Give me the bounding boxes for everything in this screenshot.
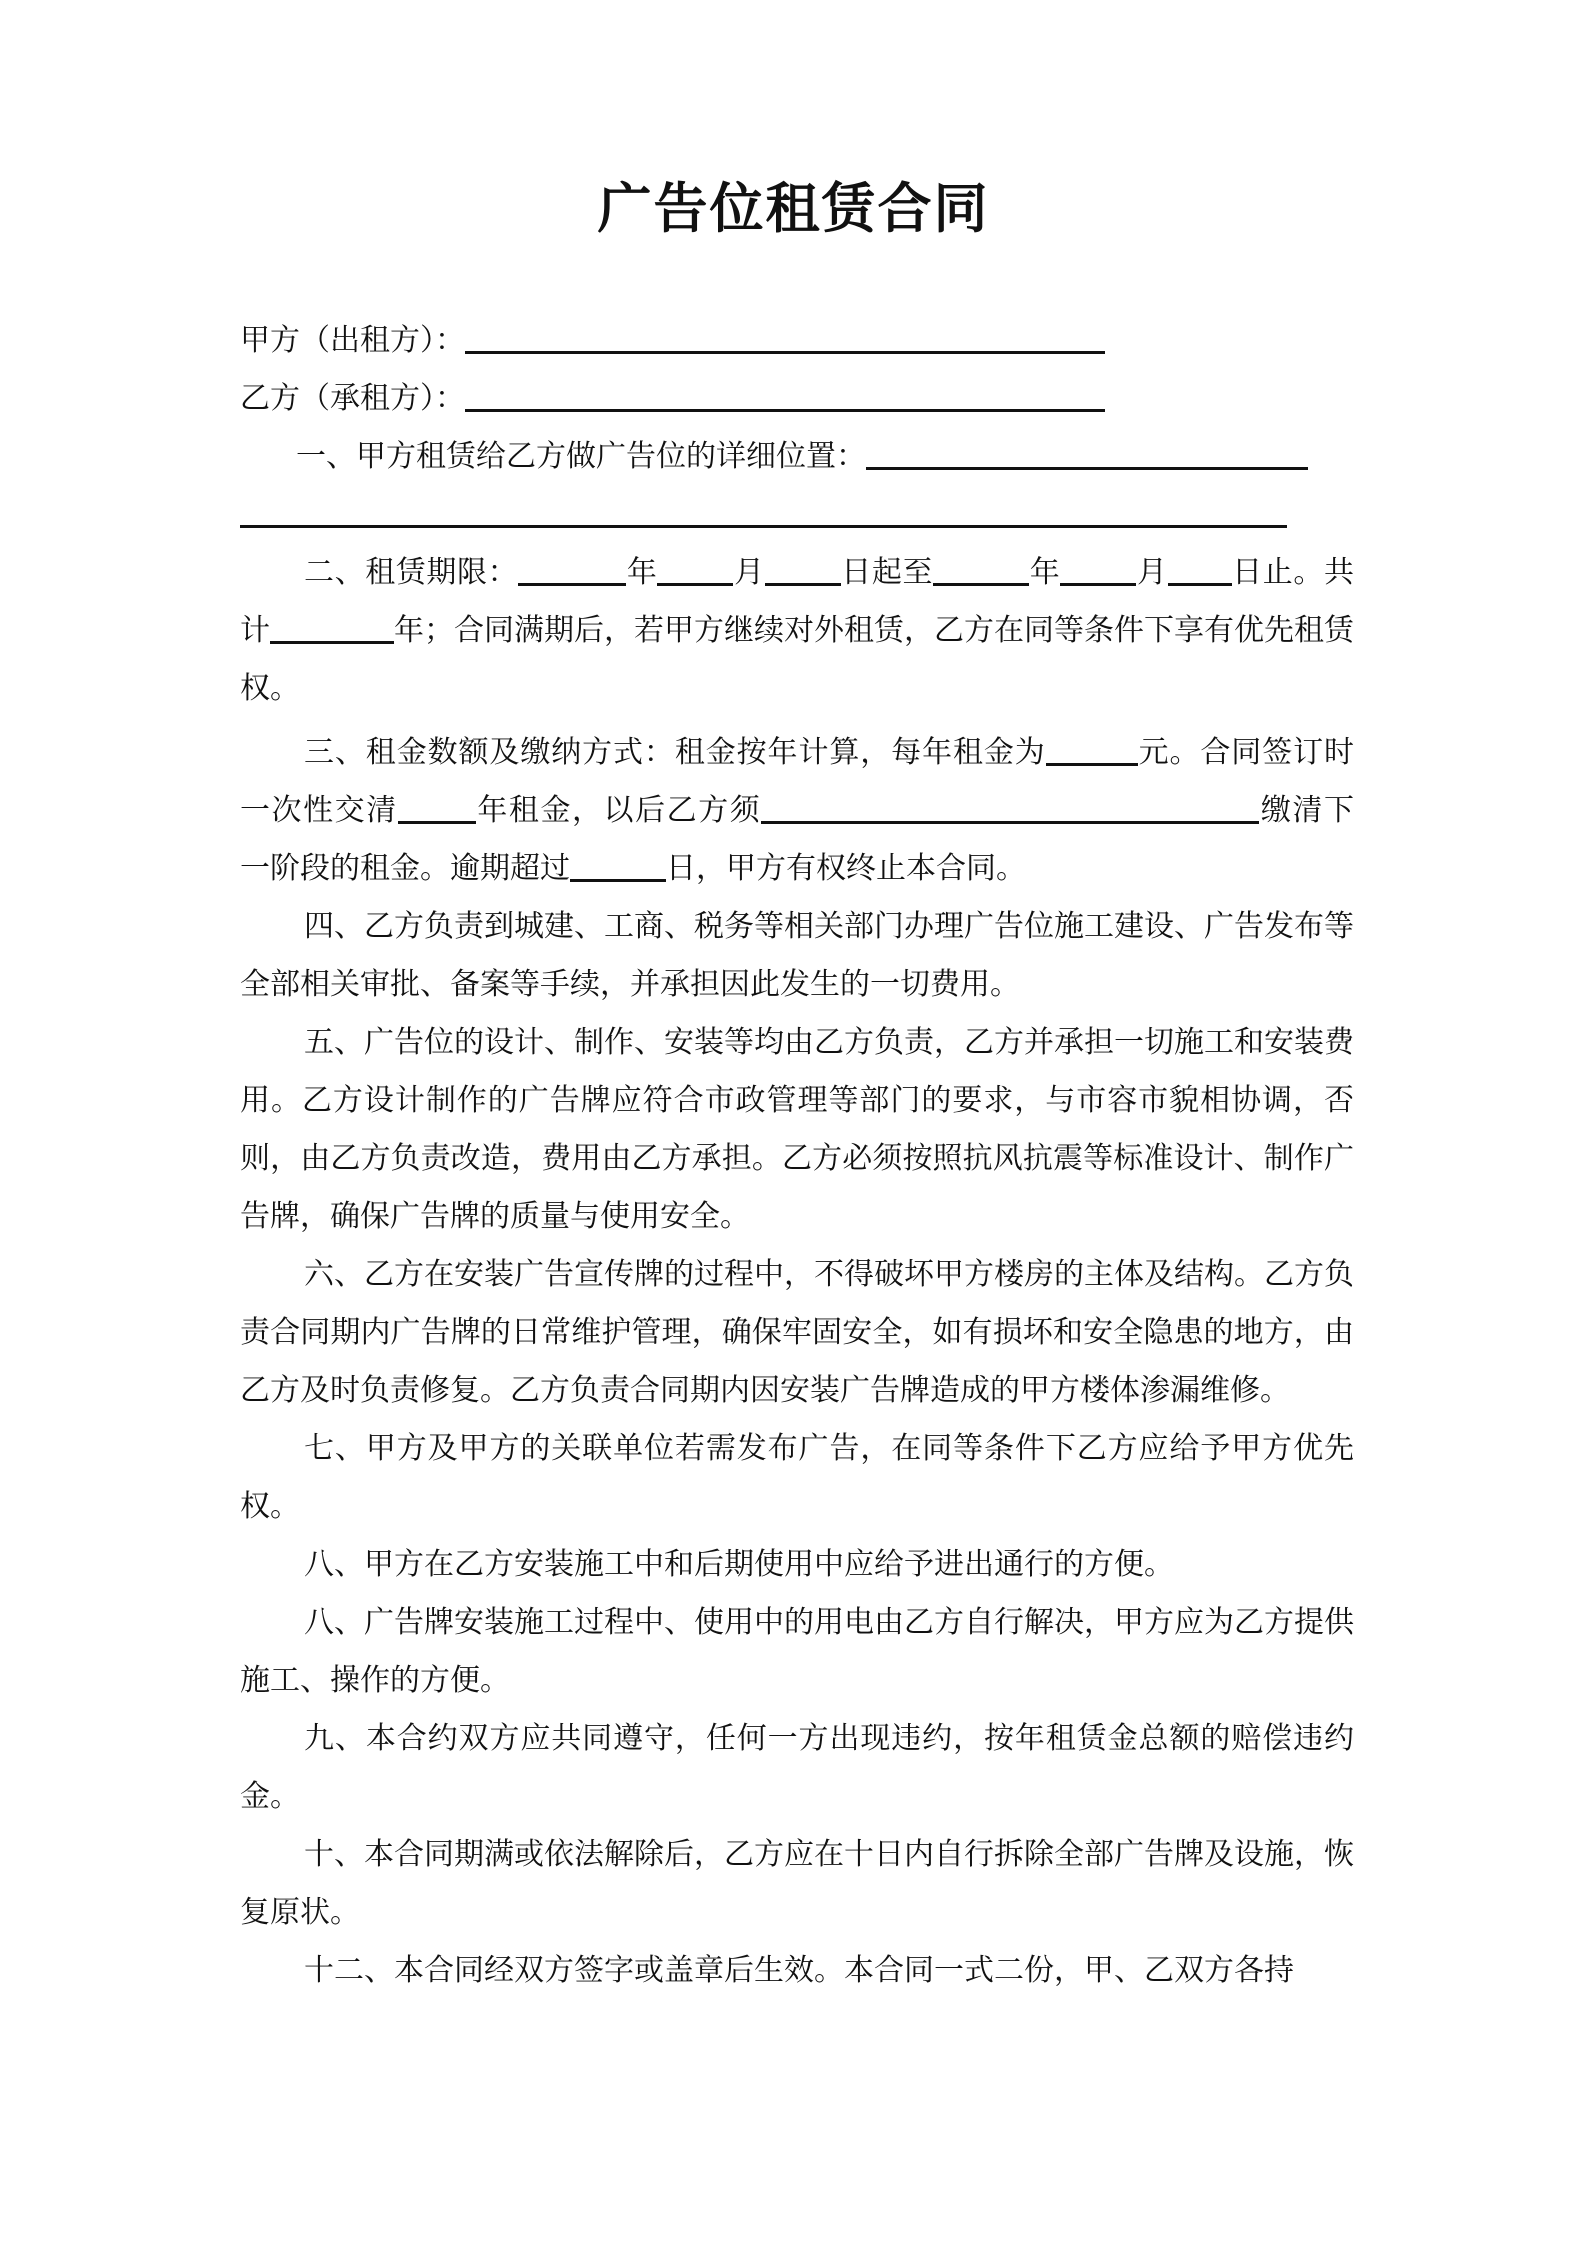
annual-rent-blank[interactable] [1046, 733, 1138, 766]
start-day-blank[interactable] [765, 553, 841, 586]
start-year-blank[interactable] [518, 553, 626, 586]
month-label: 月 [733, 555, 765, 590]
after-blank-text: 缴清下一阶段的租金。逾期超过 [240, 793, 1355, 886]
party-a-label: 甲方（出租方）： [240, 323, 465, 358]
end-day-blank[interactable] [1168, 553, 1232, 586]
month-label: 月 [1136, 555, 1168, 590]
clause-1-text: 一、甲方租赁给乙方做广告位的详细位置： [296, 439, 866, 474]
clause-7: 七、甲方及甲方的关联单位若需发布广告，在同等条件下乙方应给予甲方优先权。 [240, 1431, 1354, 1524]
ad-location-blank[interactable] [866, 437, 1308, 470]
clause-2-lead: 二、租赁期限： [304, 555, 519, 590]
contract-body [240, 312, 1354, 2000]
party-b-blank[interactable] [465, 379, 1105, 412]
payment-terms-blank[interactable] [761, 791, 1259, 824]
clause-3-end: 日，甲方有权终止本合同。 [666, 851, 1026, 886]
total-years-blank[interactable] [270, 611, 394, 644]
year-label: 年 [626, 555, 658, 590]
clause-6: 六、乙方在安装广告宣传牌的过程中，不得破坏甲方楼房的主体及结构。乙方负责合同期内广告牌的日常维护管理，确保牢固安全，如有损坏和安全隐患的地方，由乙方及时负责修复。乙方负责合同期内因安装广告牌造成的甲方楼体渗漏维修。 [240, 1257, 1354, 1408]
end-year-blank[interactable] [933, 553, 1029, 586]
clause-8a: 八、甲方在乙方安装施工中和后期使用中应给予进出通行的方便。 [304, 1547, 1174, 1582]
clause-1-line [240, 428, 1354, 486]
clause-2 [240, 544, 1354, 718]
ad-location-continuation-line [240, 486, 1354, 544]
clause-2-rest: 年；合同满期后，若甲方继续对外租赁，乙方在同等条件下享有优先租赁权。 [240, 613, 1354, 706]
party-b-line [240, 370, 1354, 428]
party-a-line [240, 312, 1354, 370]
start-month-blank[interactable] [657, 553, 733, 586]
ad-location-continuation-blank[interactable] [240, 495, 1287, 528]
clause-3 [240, 724, 1354, 898]
prepaid-years-blank[interactable] [398, 791, 476, 824]
party-a-blank[interactable] [465, 321, 1105, 354]
clause-12: 十二、本合同经双方签字或盖章后生效。本合同一式二份，甲、乙双方各持 [304, 1953, 1294, 1988]
end-month-blank[interactable] [1060, 553, 1136, 586]
clause-9: 九、本合约双方应共同遵守，任何一方出现违约，按年租赁金总额的赔偿违约金。 [240, 1721, 1354, 1814]
document-title: 广告位租赁合同 [597, 176, 990, 240]
after-years-text: 年租金，以后乙方须 [475, 793, 762, 828]
overdue-days-blank[interactable] [570, 849, 666, 882]
party-b-label: 乙方（承租方）： [240, 381, 465, 416]
clause-10: 十、本合同期满或依法解除后，乙方应在十日内自行拆除全部广告牌及设施，恢复原状。 [240, 1837, 1354, 1930]
clause-3-lead: 三、租金数额及缴纳方式：租金按年计算，每年租金为 [304, 735, 1046, 770]
total-prefix: 共计 [240, 555, 1355, 648]
from-label: 日起至 [840, 555, 934, 590]
clause-5: 五、广告位的设计、制作、安装等均由乙方负责，乙方并承担一切施工和安装费用。乙方设计制作的广告牌应符合市政管理等部门的要求，与市容市貌相协调，否则，由乙方负责改造，费用由乙方承担。乙方必须按照抗风抗震等标准设计、制作广告牌，确保广告牌的质量与使用安全。 [240, 1025, 1354, 1234]
year-label: 年 [1029, 555, 1061, 590]
clause-4: 四、乙方负责到城建、工商、税务等相关部门办理广告位施工建设、广告发布等全部相关审批、备案等手续，并承担因此发生的一切费用。 [240, 909, 1354, 1002]
yuan-sign: 元。合同签订时一次性交清 [240, 735, 1355, 828]
clause-8b: 八、广告牌安装施工过程中、使用中的用电由乙方自行解决，甲方应为乙方提供施工、操作的方便。 [240, 1605, 1354, 1698]
to-label: 日止。 [1231, 555, 1325, 590]
